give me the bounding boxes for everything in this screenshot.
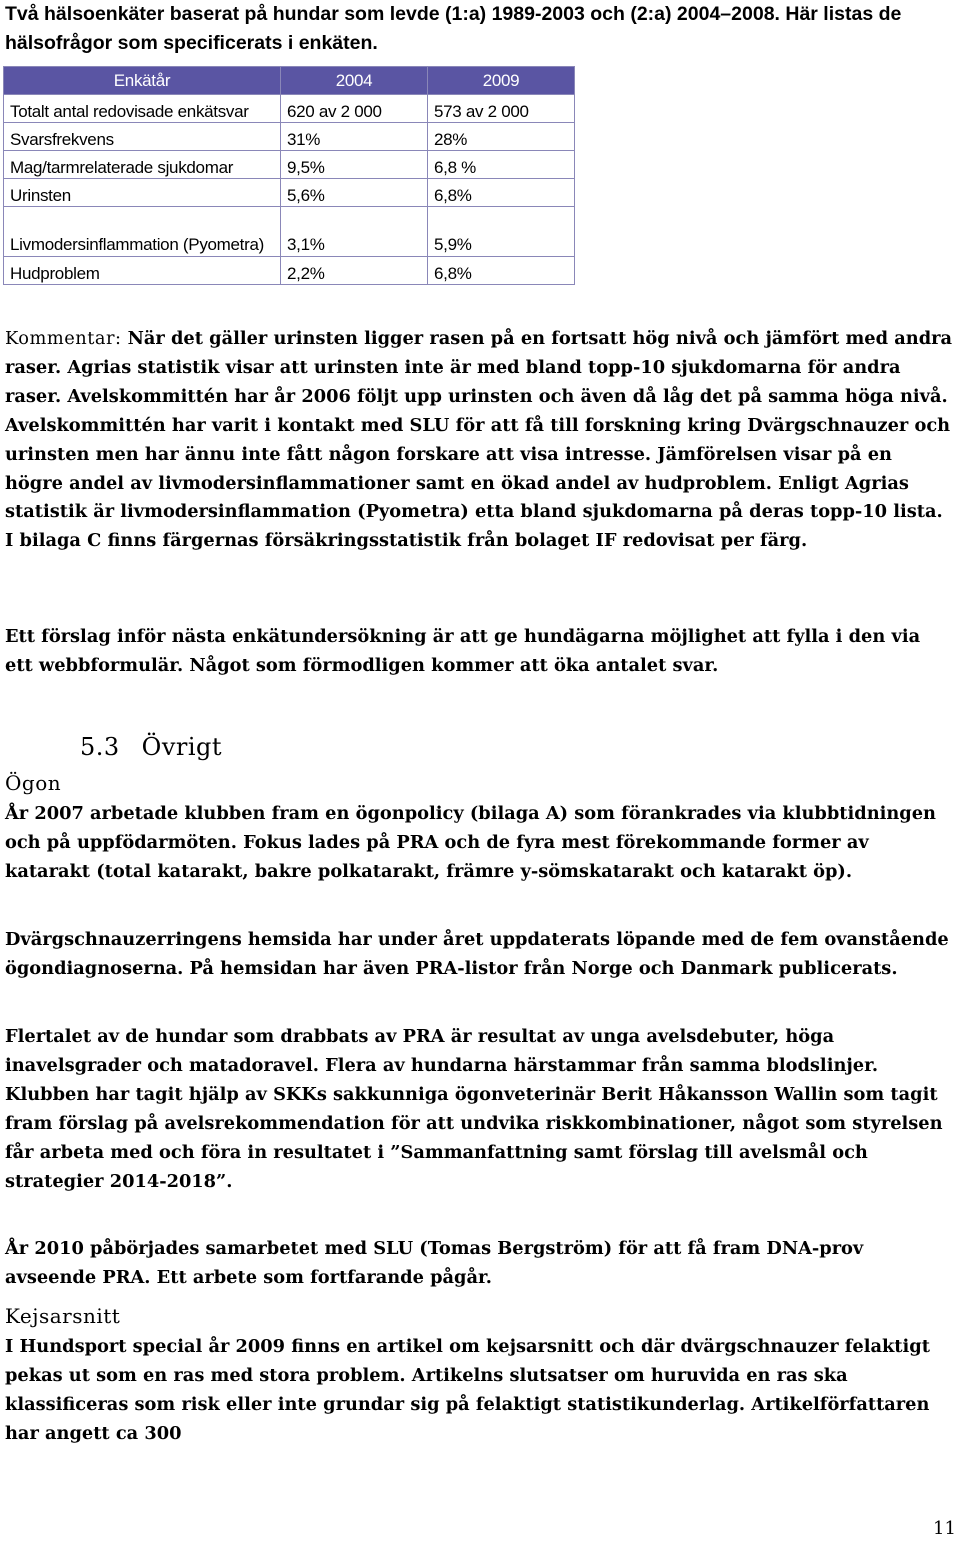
row-label: Svarsfrekvens <box>4 123 281 151</box>
row-label: Hudproblem <box>4 257 281 285</box>
value-2004: 3,1% <box>281 207 428 257</box>
page-number: 11 <box>933 1518 956 1539</box>
table-row <box>4 95 575 123</box>
table-header-row <box>4 67 575 95</box>
eyes-paragraph-2: Dvärgschnauzerringens hemsida har under året uppdaterats löpande med de fem ovanstående ögondiagnoserna. På hemsidan har även PRA-listor från Norge och Danmark publicerats. <box>5 929 949 979</box>
suggestion-paragraph: Ett förslag inför nästa enkätundersökning är att ge hundägarna möjlighet att fylla i den via ett webbformulär. Något som förmodligen kommer att öka antalet svar. <box>5 626 921 676</box>
eyes-paragraph-4: År 2010 påbörjades samarbetet med SLU (Tomas Bergström) för att få fram DNA-prov avseende PRA. Ett arbete som fortfarande pågår. <box>5 1238 864 1288</box>
eyes-paragraph-3: Flertalet av de hundar som drabbats av PRA är resultat av unga avelsdebuter, höga inavelsgrader och matadoravel. Flera av hundarna härstammar från samma blodslinjer. Klubben har tagit hjälp av SKKs sakkunniga ögonveterinär Berit Håkansson Wallin som tagit fram förslag på avelsrekommendation för att undvika riskkombinationer, något som styrelsen får arbeta med och föra in resultatet i ”Sammanfattning samt förslag till avelsmål och strategier 2014-2018”. <box>5 1026 943 1192</box>
value-2004: 2,2% <box>281 257 428 285</box>
section-heading <box>80 733 222 761</box>
value-2009: 5,9% <box>428 207 575 257</box>
section-title: Övrigt <box>141 733 223 761</box>
caesarean-paragraph: I Hundsport special år 2009 finns en artikel om kejsarsnitt och där dvärgschnauzer felaktigt pekas ut som en ras med stora problem. Artikelns slutsatser om huruvida en ras ska klassificeras som risk eller inte grundar sig på felaktigt statistikunderlag. Artikelförfattaren har angett ca 300 <box>5 1336 930 1444</box>
comment-lead: Kommentar: <box>5 328 122 349</box>
value-2009: 6,8 % <box>428 151 575 179</box>
row-label: Livmodersinflammation (Pyometra) <box>4 207 281 257</box>
comment-text: När det gäller urinsten ligger rasen på en fortsatt hög nivå och jämfört med andra raser. Agrias statistik visar att urinsten inte är med bland topp-10 sjukdomarna för andra raser. Avelskommittén har år 2006 följt upp urinsten och även då låg det på samma höga nivå. Avelskommittén har varit i kontakt med SLU för att få till forskning kring Dvärgschnauzer och urinsten men har ännu inte fått någon forskare att visa intresse. Jämförelsen visar på en högre andel av livmodersinflammationer samt en ökad andel av hudproblem. Enligt Agrias statistik är livmodersinflammation (Pyometra) etta bland sjukdomarna på deras topp-10 lista. I bilaga C finns färgernas försäkringsstatistik från bolaget IF redovisat per färg. <box>5 328 953 552</box>
value-2009: 6,8% <box>428 257 575 285</box>
row-label: Totalt antal redovisade enkätsvar <box>4 95 281 123</box>
health-survey-table <box>3 66 575 285</box>
header-2009: 2009 <box>428 67 575 95</box>
comment-paragraph <box>5 325 953 556</box>
header-2004: 2004 <box>281 67 428 95</box>
table-row <box>4 257 575 285</box>
value-2009: 573 av 2 000 <box>428 95 575 123</box>
table-row <box>4 179 575 207</box>
row-label: Mag/tarmrelaterade sjukdomar <box>4 151 281 179</box>
value-2009: 6,8% <box>428 179 575 207</box>
section-number: 5.3 <box>80 733 120 761</box>
caesarean-heading: Kejsarsnitt <box>5 1304 121 1328</box>
value-2004: 620 av 2 000 <box>281 95 428 123</box>
table-row <box>4 123 575 151</box>
value-2004: 9,5% <box>281 151 428 179</box>
row-label: Urinsten <box>4 179 281 207</box>
table-row <box>4 151 575 179</box>
header-survey-year: Enkätår <box>4 67 281 95</box>
value-2004: 31% <box>281 123 428 151</box>
eyes-paragraph-1: År 2007 arbetade klubben fram en ögonpolicy (bilaga A) som förankrades via klubbtidningen och på uppfödarmöten. Fokus lades på PRA och de fyra mest förekommande former av katarakt (total katarakt, bakre polkatarakt, främre y-sömskatarakt och katarakt öp). <box>5 803 936 882</box>
value-2004: 5,6% <box>281 179 428 207</box>
value-2009: 28% <box>428 123 575 151</box>
eyes-heading: Ögon <box>5 771 62 795</box>
table-row <box>4 207 575 257</box>
intro-paragraph: Två hälsoenkäter baserat på hundar som levde (1:a) 1989-2003 och (2:a) 2004–2008. Här listas de hälsofrågor som specificerats i enkäten. <box>5 3 902 54</box>
